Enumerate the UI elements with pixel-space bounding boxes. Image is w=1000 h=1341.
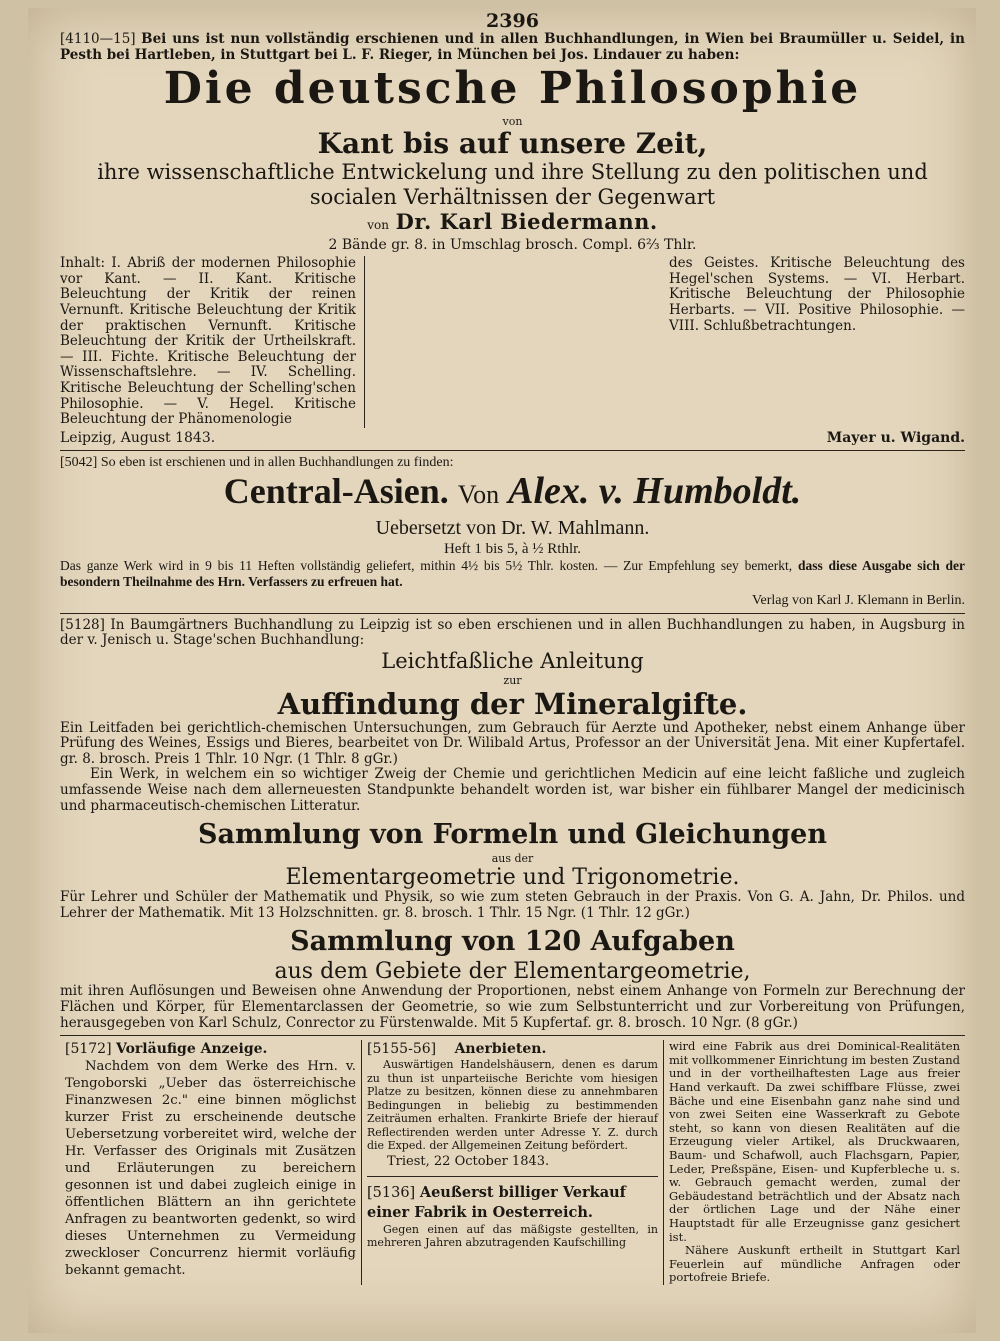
ad-baumgaertner <box>60 618 965 1032</box>
ad3-para1: Ein Leitfaden bei gerichtlich-chemischen Untersuchungen, zum Gebrauch für Aerzte und Apotheker, nebst einem Anhange über Prüfung des Weines, Essigs und Bieres, bearbeitet von Dr. Wilibald Artus, Professor an der Universität Jena. Mit einer Kupfertafel. gr. 8. brosch. Preis 1 Thlr. 10 Ngr. (1 Thlr. 8 gGr.) <box>60 719 965 767</box>
ad1-author: Dr. Karl Biedermann. <box>395 209 658 235</box>
ad1-intro-text: Bei uns ist nun vollständig erschienen und in allen Buchhandlungen, in Wien bei Braumüller u. Seidel, in Pesth bei Hartleben, in Stuttgart bei L. F. Rieger, in München bei Jos. Lindauer zu haben: <box>60 31 965 63</box>
col3-text: wird eine Fabrik aus drei Dominical-Realitäten mit vollkommener Einrichtung im besten Zustand und in der vortheilhaftesten Lage aus freier Hand verkauft. Da zwei schiffbare Flüsse, zwei Bäche und eine Eisenbahn ganz nahe sind und von zwei Seiten eine Wasserkraft zu Gebote steht, so kann von diesen Realitäten auf die Erzeugung vieler Artikel, als Druckwaaren, Baum- und Schafwoll, auch Flachsgarn, Papier, Leder, Preßspäne, Eisen- und Kupferbleche u. s. w. Gebrauch gemacht werden, zumal der Gebäudestand beträchtlich und der Absatz nach der örtlichen Lage und der Nähe einer Hauptstadt für alle Erzeugnisse ganz gesichert ist. <box>669 1039 960 1244</box>
ad1-contents-left: Inhalt: I. Abriß der modernen Philosophie vor Kant. — II. Kant. Kritische Beleuchtung der Kritik der reinen Vernunft. Kritische Beleuchtung der Kritik der praktischen Vernunft. Kritische Beleuchtung der Kritik der Urtheilskraft. — III. Fichte. Kritische Beleuchtung der Wissenschaftslehre. — IV. Schelling. Kritische Beleuchtung der Schelling'schen Philosophie. — V. Hegel. Kritische Beleuchtung der Phänomenologie <box>60 255 356 428</box>
ad1-desc: ihre wissenschaftliche Entwickelung und ihre Stellung zu den politischen und socialen Verhältnissen der Gegenwart <box>97 160 928 210</box>
col3-text2: Nähere Auskunft ertheilt in Stuttgart Karl Feuerlein auf mündliche Anfragen oder portofreie Briefe. <box>669 1243 960 1285</box>
ad2-publisher: Verlag von Karl J. Klemann in Berlin. <box>751 592 965 608</box>
ad2-text <box>60 558 965 589</box>
divider <box>60 450 965 451</box>
col2-place: Triest, 22 October 1843. <box>387 1153 550 1169</box>
ad1-title: Die deutsche Philosophie <box>163 63 862 115</box>
ad1-von1: von <box>502 115 523 129</box>
ad3-title6: aus dem Gebiete der Elementargeometrie, <box>274 959 751 985</box>
ad2-intro-text: So eben ist erschienen und in allen Buchhandlungen zu finden: <box>100 454 454 470</box>
col1-title: Vorläufige Anzeige. <box>116 1041 268 1058</box>
classified-columns <box>60 1040 965 1285</box>
ad2-von: Von <box>457 480 500 510</box>
ad1-intro <box>60 32 965 63</box>
ad3-para3: Für Lehrer und Schüler der Mathematik und Physik, so wie zum steten Gebrauch in der Praxis. Von G. A. Jahn, Dr. Philos. und Lehrer der Mathematik. Mit 13 Holzschnitten. gr. 8. brosch. 1 Thlr. 15 Ngr. (1 Thlr. 12 gGr.) <box>60 889 965 921</box>
column-3 <box>663 1040 965 1285</box>
ad1-contents-right: des Geistes. Kritische Beleuchtung des Hegel'schen Systems. — VI. Herbart. Kritische Beleuchtung der Philosophie Herbarts. — VII. Positive Philosophie. — VIII. Schlußbetrachtungen. <box>669 255 965 334</box>
divider <box>60 1035 965 1036</box>
col1-ref: [5172] <box>65 1041 112 1058</box>
ad1-date: Leipzig, August 1843. <box>60 429 216 446</box>
ad2-issue: Heft 1 bis 5, à ½ Rthlr. <box>443 541 582 558</box>
ad1-ref: [4110—15] <box>60 31 136 47</box>
ad2-ref: [5042] <box>60 454 98 470</box>
ad3-title1: Leichtfaßliche Anleitung <box>381 648 644 673</box>
column-2 <box>361 1040 663 1285</box>
ad3-zur: zur <box>503 673 522 687</box>
ad1-von2: von <box>367 218 389 233</box>
ad3-title3: Sammlung von Formeln und Gleichungen <box>198 819 827 851</box>
ad3-title2: Auffindung der Mineralgifte. <box>277 686 748 721</box>
ad2-text-bold: dass diese Ausgabe sich der besondern Theilnahme des Hrn. Verfassers zu erfreuen hat. <box>60 558 966 589</box>
col2-title: Anerbieten. <box>454 1041 547 1058</box>
col2-text: Auswärtigen Handelshäusern, denen es darum zu thun ist unparteiische Berichte vom hiesigen Platze zu besitzen, können diese zu annehmbaren Bedingungen in beliebig zu bestimmenden Zeiträumen erhalten. Frankirte Briefe der hierauf Reflectirenden werden unter Adresse Y. Z. durch die Exped. der Allgemeinen Zeitung befördert. <box>367 1058 658 1153</box>
col2-ref2: [5136] <box>367 1184 416 1201</box>
ad1-publisher: Mayer u. Wigand. <box>826 429 965 446</box>
ad3-title4: Elementargeometrie und Trigonometrie. <box>285 865 740 891</box>
ad1-format: 2 Bände gr. 8. in Umschlag brosch. Compl. 6⅔ Thlr. <box>328 237 697 254</box>
ad2-translator: Uebersetzt von Dr. W. Mahlmann. <box>375 517 650 540</box>
ad3-para4: mit ihren Auflösungen und Beweisen ohne Anwendung der Proportionen, nebst einem Anhange von Formeln zur Berechnung der Flächen und Körper, für Elementarclassen der Geometrie, so wie zum Selbstunterricht und zur Vorbereitung von Prüfungen, herausgegeben von Karl Schulz, Conrector zu Fürstenwalde. Mit 5 Kupfertaf. gr. 8. brosch. 10 Ngr. (8 gGr.) <box>60 983 965 1031</box>
col1-text: Nachdem von dem Werke des Hrn. v. Tengoborski „Ueber das österreichische Finanzwesen 2c." eine binnen möglichst kurzer Frist zu erscheinende deutsche Uebersetzung vorbereitet wird, welche der Hr. Verfasser des Originals mit Zusätzen und Erläuterungen zu bereichern gesonnen ist und dabei zugleich einige in öffentlichen Blättern an ihn gerichtete Anfragen zu beantworten gedenkt, so wird dieses Unternehmen zu Vermeidung zweckloser Concurrenz hiermit vorläufig bekannt gemacht. <box>65 1059 356 1279</box>
ad-deutsche-philosophie <box>60 32 965 446</box>
ad1-subtitle: Kant bis auf unsere Zeit, <box>317 127 708 161</box>
ad3-intro <box>60 618 965 649</box>
ad2-author: Alex. v. Humboldt. <box>508 470 802 513</box>
ad3-title5: Sammlung von 120 Aufgaben <box>290 926 735 958</box>
newspaper-page <box>60 10 965 1330</box>
divider <box>367 1176 658 1177</box>
col2-text2: Gegen einen auf das mäßigste gestellten, in mehreren Jahren abzutragenden Kaufschilling <box>367 1222 658 1250</box>
ad-central-asien <box>60 455 965 609</box>
column-1 <box>60 1040 361 1285</box>
page-number: 2396 <box>486 10 539 32</box>
ad2-intro <box>60 455 965 471</box>
col2-title2: Aeußerst billiger Verkauf einer Fabrik in Oesterreich. <box>367 1183 626 1221</box>
ad3-para2: Ein Werk, in welchem ein so wichtiger Zweig der Chemie und gerichtlichen Medicin auf eine leicht faßliche und zugleich umfassende Weise nach dem allerneuesten Standpunkte behandelt worden ist, war bisher ein fühlbarer Mangel der medicinisch und pharmaceutisch-chemischen Litteratur. <box>60 766 965 814</box>
ad3-intro-text: In Baumgärtners Buchhandlung zu Leipzig ist so eben erschienen und in allen Buchhandlungen zu haben, in Augsburg in der v. Jenisch u. Stage'schen Buchhandlung: <box>60 616 965 649</box>
ad2-title: Central-Asien. <box>223 471 449 512</box>
col2-ref: [5155-56] <box>367 1041 437 1058</box>
ad3-aus-der: aus der <box>491 852 534 866</box>
divider <box>60 613 965 614</box>
ad3-ref: [5128] <box>60 616 105 633</box>
ad2-text-body: Das ganze Werk wird in 9 bis 11 Heften vollständig geliefert, mithin 4½ bis 5½ Thlr. kosten. — Zur Empfehlung sey bemerkt, <box>60 558 793 574</box>
